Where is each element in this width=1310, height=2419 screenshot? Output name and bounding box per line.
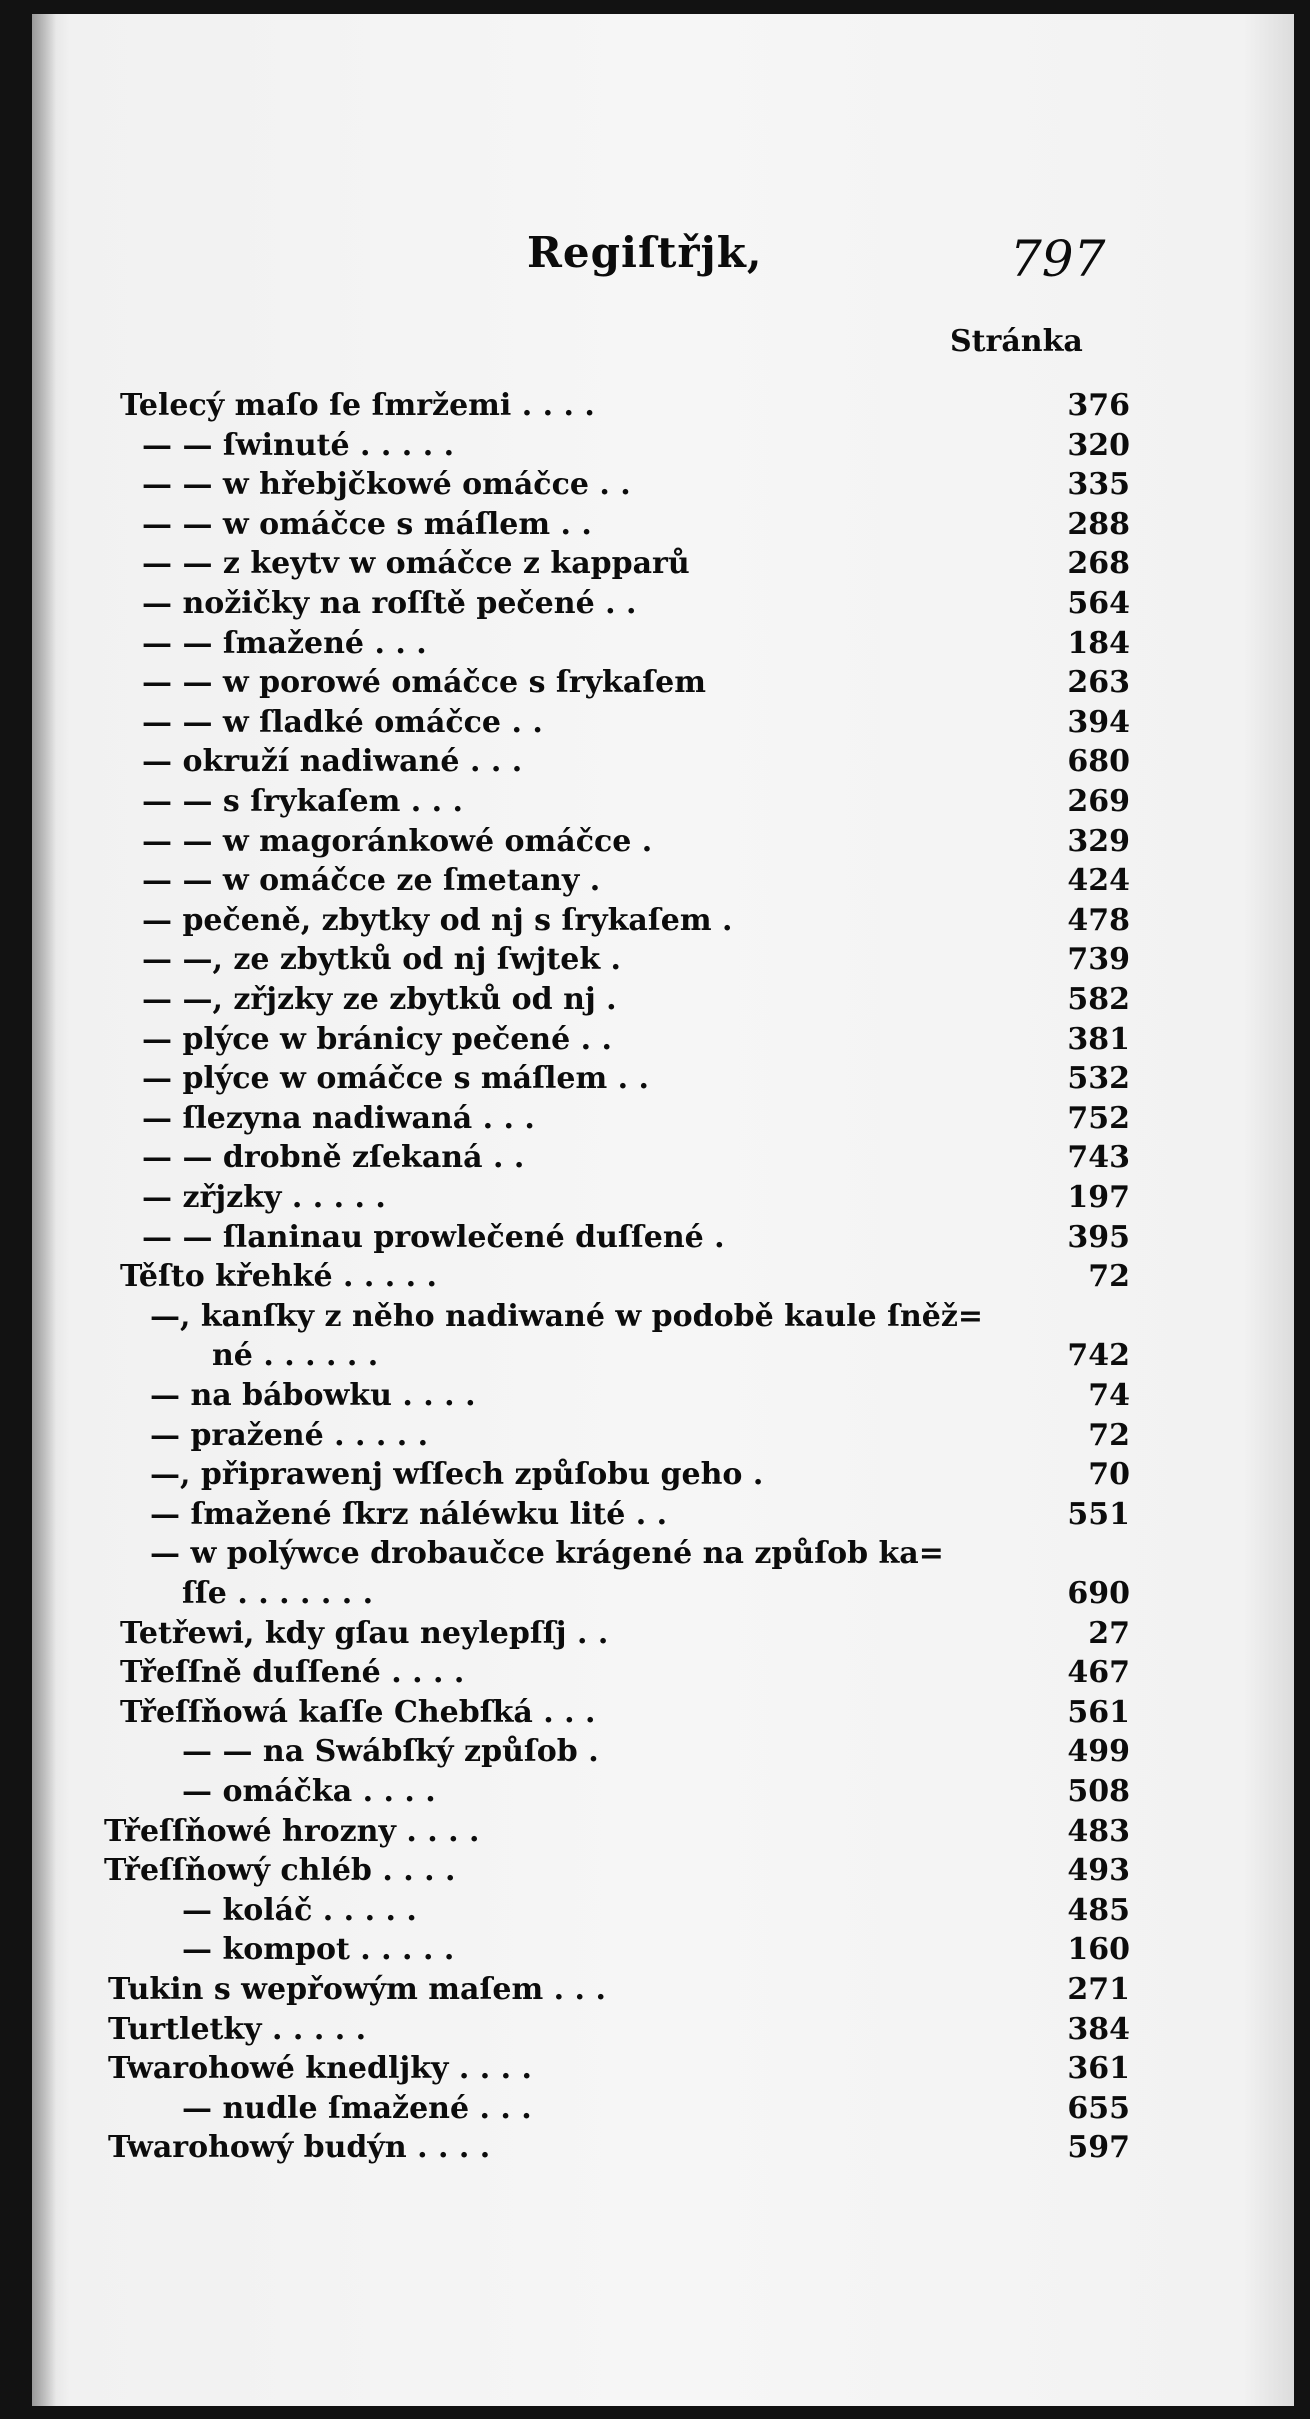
entry-text: — ſlezyna nadiwaná . . .	[142, 1100, 535, 1136]
index-entry	[32, 2128, 1294, 2168]
index-entry	[32, 465, 1294, 505]
entry-text: — nudle ſmažené . . .	[182, 2090, 532, 2126]
index-entry	[32, 1772, 1294, 1812]
index-entry	[32, 861, 1294, 901]
entry-page-number: 184	[1067, 625, 1130, 661]
entry-text: — — ſlaninau prowlečené duſſené .	[142, 1219, 725, 1255]
entry-page-number: 742	[1067, 1338, 1130, 1374]
entry-text: — pražené . . . . .	[150, 1417, 429, 1453]
entry-text: Turtletky . . . . .	[108, 2011, 367, 2047]
entry-page-number: 483	[1067, 1813, 1130, 1849]
entry-text: — plýce w omáčce s máſlem . .	[142, 1061, 649, 1097]
entry-page-number: 329	[1067, 823, 1130, 859]
entry-text: — —, ze zbytků od nj ſwjtek .	[142, 942, 621, 978]
entry-page-number: 485	[1067, 1892, 1130, 1928]
entry-text: — — w omáčce s máſlem . .	[142, 506, 592, 542]
entry-text: — — w hřebjčkowé omáčce . .	[142, 467, 631, 503]
index-entry	[32, 901, 1294, 941]
entry-text: — ſmažené ſkrz náléwku lité . .	[150, 1496, 668, 1532]
entry-page-number: 690	[1067, 1576, 1130, 1611]
index-entry	[32, 1336, 1294, 1376]
index-entry	[32, 2049, 1294, 2089]
index-entry	[32, 1416, 1294, 1456]
index-entry	[32, 2089, 1294, 2129]
entry-page-number: 263	[1067, 665, 1130, 701]
index-entry	[32, 1534, 1294, 1574]
entry-page-number: 743	[1067, 1140, 1130, 1176]
entry-page-number: 478	[1067, 902, 1130, 938]
entry-page-number: 269	[1067, 784, 1130, 819]
entry-page-number: 499	[1067, 1734, 1130, 1770]
entry-page-number: 424	[1067, 863, 1130, 899]
entry-text: Twarohowé knedljky . . . .	[108, 2051, 532, 2087]
entry-page-number: 320	[1067, 427, 1130, 463]
entry-text: — —, zřjzky ze zbytků od nj .	[142, 982, 617, 1017]
entry-page-number: 395	[1067, 1219, 1130, 1255]
index-entry	[32, 1812, 1294, 1852]
entry-page-number: 564	[1067, 586, 1130, 621]
index-entry	[32, 1099, 1294, 1139]
entry-page-number: 361	[1067, 2051, 1130, 2087]
index-entry	[32, 1218, 1294, 1258]
index-entry	[32, 1455, 1294, 1495]
index-entry	[32, 1138, 1294, 1178]
entry-text: — w polýwce drobaučce krágené na způſob ka=	[150, 1536, 944, 1572]
entry-page-number: 72	[1088, 1417, 1130, 1453]
index-entry	[32, 822, 1294, 862]
book-page	[32, 14, 1294, 2406]
index-entry	[32, 1614, 1294, 1654]
entry-page-number: 561	[1067, 1694, 1130, 1730]
entry-text: Tetřewi, kdy gſau neylepſſj . .	[120, 1615, 609, 1651]
index-entry	[32, 1732, 1294, 1772]
entry-text: — — ſwinuté . . . . .	[142, 427, 455, 463]
entry-page-number: 335	[1067, 467, 1130, 503]
entry-page-number: 394	[1067, 704, 1130, 740]
entry-text: — — z keytv w omáčce z kapparů	[142, 546, 690, 582]
index-entry	[32, 980, 1294, 1020]
entry-page-number: 551	[1067, 1496, 1130, 1532]
index-entry	[32, 584, 1294, 624]
page-number: 797	[1010, 230, 1106, 288]
entry-text: Těſto křehké . . . . .	[120, 1259, 437, 1295]
entry-page-number: 532	[1067, 1061, 1130, 1097]
entry-text: Třeſſňowá kaſſe Chebſká . . .	[120, 1694, 596, 1730]
index-entry	[32, 1653, 1294, 1693]
entry-text: — kompot . . . . .	[182, 1932, 455, 1968]
index-entry	[32, 1851, 1294, 1891]
index-entry	[32, 2010, 1294, 2050]
entry-text: — — w ſladké omáčce . .	[142, 704, 543, 740]
entry-text: — omáčka . . . .	[182, 1774, 436, 1809]
entry-page-number: 160	[1067, 1932, 1130, 1968]
entry-text: ſſe . . . . . . .	[182, 1576, 374, 1611]
entry-page-number: 271	[1067, 1972, 1130, 2007]
entry-page-number: 381	[1067, 1021, 1130, 1057]
entry-text: —, kanſky z něho nadiwané w podobě kaule ſněž=	[150, 1298, 984, 1334]
index-entry	[32, 1891, 1294, 1931]
entry-text: — koláč . . . . .	[182, 1892, 417, 1928]
index-entry	[32, 1693, 1294, 1733]
entry-page-number: 467	[1067, 1655, 1130, 1691]
entry-text: — — na Swábſký způſob .	[182, 1734, 599, 1770]
entry-page-number: 493	[1067, 1853, 1130, 1889]
entry-text: Telecý maſo ſe ſmržemi . . . .	[120, 388, 595, 423]
index-entry	[32, 1970, 1294, 2010]
index-entry	[32, 703, 1294, 743]
entry-page-number: 582	[1067, 982, 1130, 1017]
index-entry	[32, 1376, 1294, 1416]
index-entry	[32, 1178, 1294, 1218]
index-entry	[32, 386, 1294, 426]
running-head-title: Regiſtřjk,	[527, 228, 763, 277]
index-entry	[32, 1574, 1294, 1614]
index-entry	[32, 1297, 1294, 1337]
entry-page-number: 597	[1067, 2130, 1130, 2166]
entry-text: — — s ſrykaſem . . .	[142, 784, 463, 819]
entry-text: — — w magoránkowé omáčce .	[142, 823, 653, 859]
index-entry	[32, 505, 1294, 545]
entry-text: — na bábowku . . . .	[150, 1378, 476, 1413]
index-entry	[32, 544, 1294, 584]
entry-text: Třeſſňowý chléb . . . .	[104, 1853, 456, 1889]
entry-page-number: 74	[1088, 1378, 1130, 1413]
index-entry	[32, 782, 1294, 822]
entry-text: — — drobně zſekaná . .	[142, 1140, 525, 1176]
entry-text: né . . . . . .	[212, 1338, 379, 1374]
entry-page-number: 508	[1067, 1774, 1130, 1809]
entry-page-number: 376	[1067, 388, 1130, 423]
index-entry	[32, 1059, 1294, 1099]
entry-page-number: 752	[1067, 1100, 1130, 1136]
entry-text: — plýce w bránicy pečené . .	[142, 1021, 612, 1057]
index-entry	[32, 624, 1294, 664]
index-entry	[32, 1257, 1294, 1297]
entry-text: Třeſſňowé hrozny . . . .	[104, 1813, 480, 1849]
entry-text: Tukin s wepřowým maſem . . .	[108, 1972, 606, 2007]
entry-text: — — w porowé omáčce s ſrykaſem	[142, 665, 707, 701]
entry-page-number: 197	[1067, 1180, 1130, 1215]
index-entry	[32, 1020, 1294, 1060]
entry-text: — — w omáčce ze ſmetany .	[142, 863, 601, 899]
entry-page-number: 70	[1088, 1457, 1130, 1493]
index-entry	[32, 1495, 1294, 1535]
entry-page-number: 72	[1088, 1259, 1130, 1295]
entry-page-number: 268	[1067, 546, 1130, 582]
entry-text: —, připrawenj wſſech způſobu geho .	[150, 1457, 764, 1493]
entry-text: — — ſmažené . . .	[142, 625, 427, 661]
entry-text: — nožičky na roſſtě pečené . .	[142, 586, 637, 621]
entry-text: — pečeně, zbytky od nj s ſrykaſem .	[142, 902, 733, 938]
index-entry	[32, 1930, 1294, 1970]
index-entry	[32, 663, 1294, 703]
entry-page-number: 655	[1067, 2090, 1130, 2126]
entry-text: Twarohowý budýn . . . .	[108, 2130, 491, 2166]
entry-page-number: 739	[1067, 942, 1130, 978]
entry-page-number: 288	[1067, 506, 1130, 542]
entry-page-number: 384	[1067, 2011, 1130, 2047]
index-entry	[32, 742, 1294, 782]
entry-text: — okruží nadiwané . . .	[142, 744, 523, 780]
index-entry	[32, 940, 1294, 980]
column-label: Stránka	[950, 324, 1083, 359]
entry-text: — zřjzky . . . . .	[142, 1180, 386, 1215]
entry-text: Třeſſně duſſené . . . .	[120, 1655, 465, 1691]
entry-page-number: 680	[1067, 744, 1130, 780]
entry-page-number: 27	[1088, 1615, 1130, 1651]
index-entry	[32, 426, 1294, 466]
